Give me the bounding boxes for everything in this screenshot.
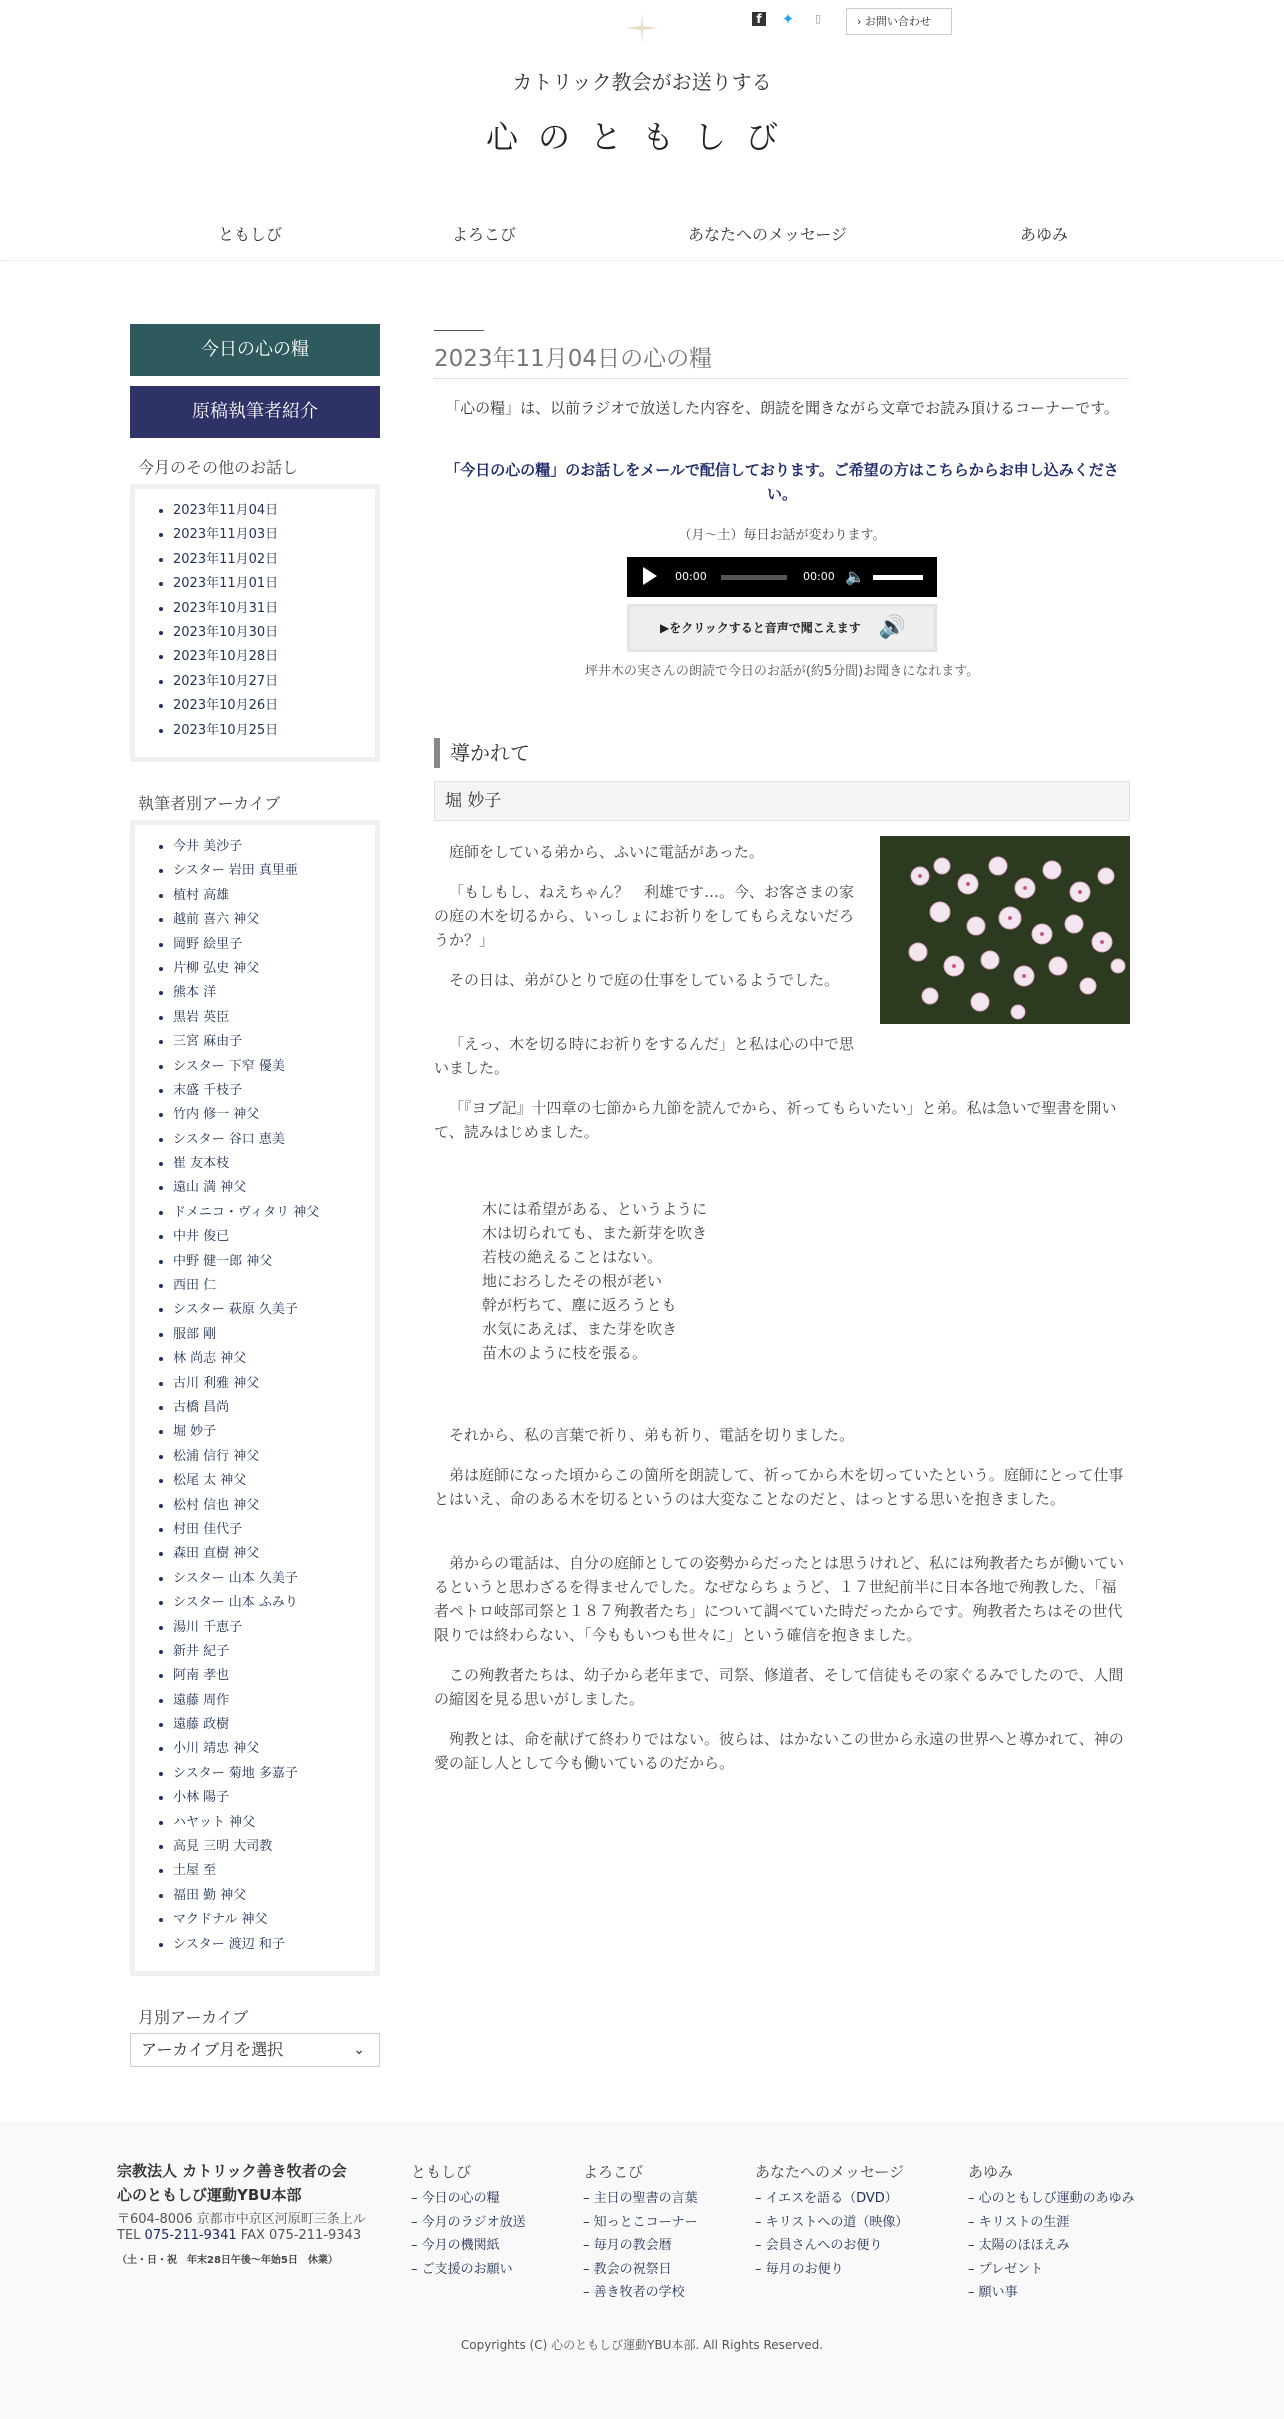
author-list-item[interactable]: • シスター 渡辺 和子 [173,1933,375,1957]
author-list-item[interactable]: • 新井 紀子 [173,1640,375,1664]
dash-icon: – [755,2191,766,2206]
date-list-item[interactable]: • 2023年11月01日 [173,572,375,596]
author-list-item[interactable]: • 遠山 満 神父 [173,1176,375,1200]
dash-icon: – [968,2261,979,2277]
date-list-item[interactable]: • 2023年11月04日 [173,499,375,523]
dash-icon: – [583,2285,594,2300]
footer-org-name: 宗教法人 カトリック善き牧者の会 [117,2162,347,2180]
footer-link-label: 善き牧者の学校 [593,2285,685,2300]
footer-link-label: ご支援のお願い [421,2261,513,2277]
author-list-item[interactable]: • マクドナル 神父 [173,1908,375,1932]
footer-holiday: （土・日・祝 年末28日午後〜年始5日 休業） [117,2255,338,2266]
date-list [135,499,375,743]
chevron-down-icon: ⌄ [353,2042,365,2058]
footer-link-label: 今月の機関紙 [421,2238,500,2253]
mail-subscribe-link[interactable]: 「今日の心の糧」のお話しをメールで配信しております。ご希望の方はこちらからお申し込みください。 [445,461,1119,503]
author-list-item[interactable]: • 植村 高雄 [173,884,375,908]
contact-label: お問い合わせ [864,15,931,28]
author-archive-heading: 執筆者別アーカイブ [138,794,281,813]
month-select-value: アーカイブ月を選択 [141,2040,284,2059]
author-list-item[interactable]: • シスター 下窄 優美 [173,1055,375,1079]
author-list-item[interactable]: • 福田 勤 神父 [173,1884,375,1908]
author-list-item[interactable]: • 崔 友本枝 [173,1152,375,1176]
paragraph: 弟は庭師になった頃からこの箇所を朗読して、祈ってから木を切っていたという。庭師にとって仕事とはいえ、命のある木を切るというのは大変なことなのだと、はっとする思いを抱きました。 [434,1466,1124,1508]
footer-link-label: プレゼント [978,2261,1044,2277]
author-list-item[interactable]: • 松浦 信行 神父 [173,1445,375,1469]
tel-number[interactable]: 075-211-9341 [144,2228,237,2243]
author-list-item[interactable]: • 岡野 絵里子 [173,933,375,957]
footer-col-title[interactable]: ともしび [411,2163,472,2181]
footer-link[interactable] [755,2187,908,2211]
footer-link[interactable] [968,2211,1135,2235]
author-list-item[interactable]: • 松尾 太 神父 [173,1469,375,1493]
author-list-item[interactable]: • 中野 健一郎 神父 [173,1250,375,1274]
author-list-item[interactable]: • 熊本 洋 [173,981,375,1005]
author-list-item[interactable]: • シスター 山本 久美子 [173,1567,375,1591]
author-list-item[interactable]: • シスター 菊地 多嘉子 [173,1762,375,1786]
line-icon[interactable]: ▯ [814,12,822,25]
author-list-item[interactable]: • 黒岩 英臣 [173,1006,375,1030]
poem-line: 木は切られても、また新芽を吹き [482,1224,708,1242]
author-list-item[interactable]: • 土屋 至 [173,1859,375,1883]
footer-link-label: 会員さんへのお便り [765,2238,883,2253]
footer-link[interactable] [583,2187,698,2211]
paragraph: 「えっ、木を切る時にお祈りをするんだ」と私は心の中で思いました。 [434,1035,855,1077]
author-list-item[interactable]: • シスター 山本 ふみり [173,1591,375,1615]
date-list-item[interactable]: • 2023年10月31日 [173,597,375,621]
dash-icon: – [755,2238,766,2253]
article-heading: 導かれて [434,738,530,768]
twitter-icon[interactable]: ✦ [781,10,795,28]
footer-col-yorokobi [583,2161,698,2305]
dash-icon: – [411,2238,422,2253]
date-list-item[interactable]: • 2023年10月28日 [173,645,375,669]
copyright: Copyrights (C) 心のともしび運動YBU本部. All Rights Reserved. [460,2338,824,2352]
footer-link[interactable] [968,2234,1135,2258]
footer-link-label: 教会の祝祭日 [593,2261,672,2277]
author-list-item[interactable]: • 林 尚志 神父 [173,1347,375,1371]
monthly-archive-heading: 月別アーカイブ [138,2008,249,2027]
date-list-item[interactable]: • 2023年11月02日 [173,548,375,572]
poem-line: 地におろしたその根が老い [482,1272,663,1290]
date-list-item[interactable]: • 2023年10月25日 [173,719,375,743]
footer-org-sub: 心のともしび運動YBU本部 [117,2186,302,2204]
intro-text: 「心の糧」は、以前ラジオで放送した内容を、朗読を聞きながら文章でお読み頂けるコーナーです。 [445,399,1119,417]
author-list-item[interactable]: • 片柳 弘史 神父 [173,957,375,981]
audio-player [627,557,937,597]
date-list-item[interactable]: • 2023年10月30日 [173,621,375,645]
footer-link-label: 毎月のお便り [765,2261,844,2277]
footer-link-label: 主日の聖書の言葉 [593,2191,698,2206]
author-list-item[interactable]: • 西田 仁 [173,1274,375,1298]
footer-col-title[interactable]: あなたへのメッセージ [755,2163,905,2181]
dash-icon: – [968,2238,979,2253]
audio-progress-bar[interactable] [721,575,787,580]
author-list-item[interactable]: • 村田 佳代子 [173,1518,375,1542]
site-subtitle: カトリック教会がお送りする [512,70,772,94]
daily-note: （月〜土）毎日お話が変わります。 [678,528,886,543]
footer-link[interactable] [968,2258,1135,2282]
dash-icon: – [755,2261,766,2277]
paragraph: その日は、弟がひとりで庭の仕事をしているようでした。 [449,971,840,989]
listen-instruction-button[interactable] [627,604,937,652]
date-list-item[interactable]: • 2023年10月27日 [173,670,375,694]
paragraph: 「もしもし、ねえちゃん？ 利雄です…。今、お客さまの家の庭の木を切るから、いっしょにお祈りをしてもらえないだろうか？」 [434,883,855,949]
footer-link[interactable] [411,2211,526,2235]
author-list-item[interactable]: • ドメニコ・ヴィタリ 神父 [173,1201,375,1225]
nav-message[interactable]: あなたへのメッセージ [688,225,848,244]
footer-link[interactable] [755,2211,908,2235]
audio-current-time: 00:00 [675,570,707,583]
nav-yorokobi[interactable]: よろこび [452,225,517,244]
footer-link-label: キリストの生涯 [978,2214,1070,2230]
poem-line: 苗木のように枝を張る。 [482,1344,648,1362]
author-list-item[interactable]: • 末盛 千枝子 [173,1079,375,1103]
footer-link-label: イエスを語る（DVD） [765,2191,898,2206]
author-list-item[interactable]: • 中井 俊已 [173,1225,375,1249]
site-header [0,0,1284,262]
dash-icon: – [968,2285,979,2300]
author-list-item[interactable]: • 三宮 麻由子 [173,1030,375,1054]
author-list-item[interactable]: • シスター 谷口 恵美 [173,1128,375,1152]
footer-link[interactable] [583,2211,698,2235]
reader-note: 坪井木の実さんの朗読で今日のお話が(約5分間)お聞きになれます。 [584,664,980,679]
poem-line: 木には希望がある、というように [482,1200,708,1218]
author-list-item[interactable]: • 小林 陽子 [173,1786,375,1810]
article-author: 堀 妙子 [434,781,1130,821]
volume-slider[interactable] [873,575,923,580]
paragraph: 殉教とは、命を献げて終わりではない。彼らは、はかないこの世から永遠の世界へと導かれて、神の愛の証し人として今も働いているのだから。 [434,1730,1124,1772]
author-list-item[interactable]: • シスター 萩原 久美子 [173,1298,375,1322]
today-kokoro-button[interactable]: 今日の心の糧 [130,324,380,376]
dash-icon: – [411,2261,422,2277]
dash-icon: – [411,2191,422,2206]
fax-number: FAX 075-211-9343 [240,2228,362,2243]
writers-intro-button[interactable]: 原稿執筆者紹介 [130,386,380,438]
listen-label: ▶をクリックすると音声で聞こえます [660,621,861,635]
author-list-item[interactable]: • 服部 剛 [173,1323,375,1347]
author-list-item[interactable]: • 古橋 昌尚 [173,1396,375,1420]
scripture-quote [482,1197,707,1365]
author-list-item[interactable]: • 阿南 孝也 [173,1664,375,1688]
date-list-item[interactable]: • 2023年10月26日 [173,694,375,718]
author-list-item[interactable]: • 古川 利雅 神父 [173,1372,375,1396]
speaker-icon: 🔊 [878,615,906,640]
date-list-item[interactable]: • 2023年11月03日 [173,523,375,547]
footer-link[interactable] [755,2234,908,2258]
poem-line: 若枝の絶えることはない。 [482,1248,663,1266]
paragraph: 弟からの電話は、自分の庭師としての姿勢からだったとは思うけれど、私には殉教者たちが働いているというと思わざるを得ませんでした。なぜならちょうど、１７世紀前半に日本各地で殉教した、「福者ペトロ岐部司祭と１８７殉教者たち」について調べていた時だったからです。殉教者たちはその世代限りでは終わらない、「今ももいつも世々に」という確信を抱きました。 [434,1554,1125,1644]
author-list-item[interactable]: • ハヤット 神父 [173,1811,375,1835]
author-list-item[interactable]: • 森田 直樹 神父 [173,1542,375,1566]
author-list-box [130,820,380,1976]
footer-link[interactable] [583,2281,698,2305]
dash-icon: – [411,2214,422,2230]
author-list-item[interactable]: • 遠藤 周作 [173,1689,375,1713]
dash-icon: – [968,2191,979,2206]
author-list-item[interactable]: • 遠藤 政樹 [173,1713,375,1737]
tel-label: TEL [117,2228,141,2243]
title-accent-line [434,330,484,331]
title-rule [434,378,1130,379]
author-list [135,835,375,1957]
site-title[interactable]: 心のともしび [485,118,798,156]
author-list-item[interactable]: • 越前 喜六 神父 [173,908,375,932]
global-nav [0,222,1284,262]
footer-col-title[interactable]: よろこび [583,2163,644,2181]
paragraph: この殉教者たちは、幼子から老年まで、司祭、修道者、そして信徒もその家ぐるみでしたので、人間の縮図を見る思いがしました。 [434,1666,1124,1708]
footer-link[interactable] [411,2234,526,2258]
footer-link[interactable] [411,2187,526,2211]
nav-divider [0,260,1284,261]
footer-col-title[interactable]: あゆみ [968,2163,1014,2181]
author-list-item[interactable]: • 松村 信也 神父 [173,1494,375,1518]
author-list-item[interactable]: • 竹内 修一 神父 [173,1103,375,1127]
author-list-item[interactable]: • シスター 岩田 真里亜 [173,859,375,883]
dash-icon: – [583,2214,594,2230]
footer-link-label: 今日の心の糧 [421,2191,500,2206]
footer-link[interactable] [583,2258,698,2282]
dash-icon: – [968,2214,979,2230]
social-links [752,10,826,28]
paragraph: それから、私の言葉で祈り、弟も祈り、電話を切りました。 [449,1426,855,1444]
footer-col-tomoshibi [411,2161,526,2281]
author-list-item[interactable]: • 堀 妙子 [173,1420,375,1444]
star-logo-icon [624,10,660,46]
footer-link[interactable] [968,2187,1135,2211]
nav-tomoshibi[interactable]: ともしび [218,225,283,244]
volume-icon[interactable]: 🔈 [845,567,865,586]
other-stories-heading: 今月のその他のお話し [138,458,299,477]
footer-link-label: 心のともしび運動のあゆみ [978,2191,1135,2206]
audio-duration: 00:00 [803,570,835,583]
dash-icon: – [583,2238,594,2253]
footer-address: 〒604-8006 京都市中京区河原町三条上ル [117,2212,366,2227]
dash-icon: – [755,2214,766,2230]
footer-link[interactable] [755,2258,908,2282]
footer-col-message [755,2161,908,2281]
author-list-item[interactable]: • 小川 靖忠 神父 [173,1737,375,1761]
footer-link-label: 今月のラジオ放送 [421,2214,526,2230]
contact-button[interactable]: › お問い合わせ [846,8,952,35]
nav-ayumi[interactable]: あゆみ [1020,225,1069,244]
footer-col-ayumi [968,2161,1135,2305]
dash-icon: – [583,2191,594,2206]
author-list-item[interactable]: • 湯川 千恵子 [173,1616,375,1640]
dash-icon: – [583,2261,594,2277]
poem-line: 幹が朽ちて、塵に返ろうとも [482,1296,677,1314]
poem-line: 水気にあえば、また芽を吹き [482,1320,678,1338]
footer-link-label: 太陽のほほえみ [978,2238,1070,2253]
date-list-box [130,484,380,762]
flower-photo [880,836,1130,1024]
author-list-item[interactable]: • 高見 三明 大司教 [173,1835,375,1859]
footer-link[interactable] [583,2234,698,2258]
footer-link-label: 毎月の教会暦 [593,2238,672,2253]
facebook-icon[interactable]: f [752,12,766,26]
play-icon[interactable] [643,567,657,585]
paragraph: 庭師をしている弟から、ふいに電話があった。 [449,843,764,861]
footer-tel [117,2228,361,2243]
footer-link[interactable] [968,2281,1135,2305]
footer-link[interactable] [411,2258,526,2282]
footer-link-label: 知っとこコーナー [593,2214,698,2230]
footer-link-label: 願い事 [978,2285,1018,2300]
author-list-item[interactable]: • 今井 美沙子 [173,835,375,859]
paragraph: 「『ヨブ記』十四章の七節から九節を読んでから、祈ってもらいたい」と弟。私は急いで聖書を開いて、読みはじめました。 [434,1099,1117,1141]
month-archive-select[interactable] [130,2033,380,2067]
page-title: 2023年11月04日の心の糧 [434,346,713,372]
footer-link-label: キリストへの道（映像） [765,2214,909,2230]
